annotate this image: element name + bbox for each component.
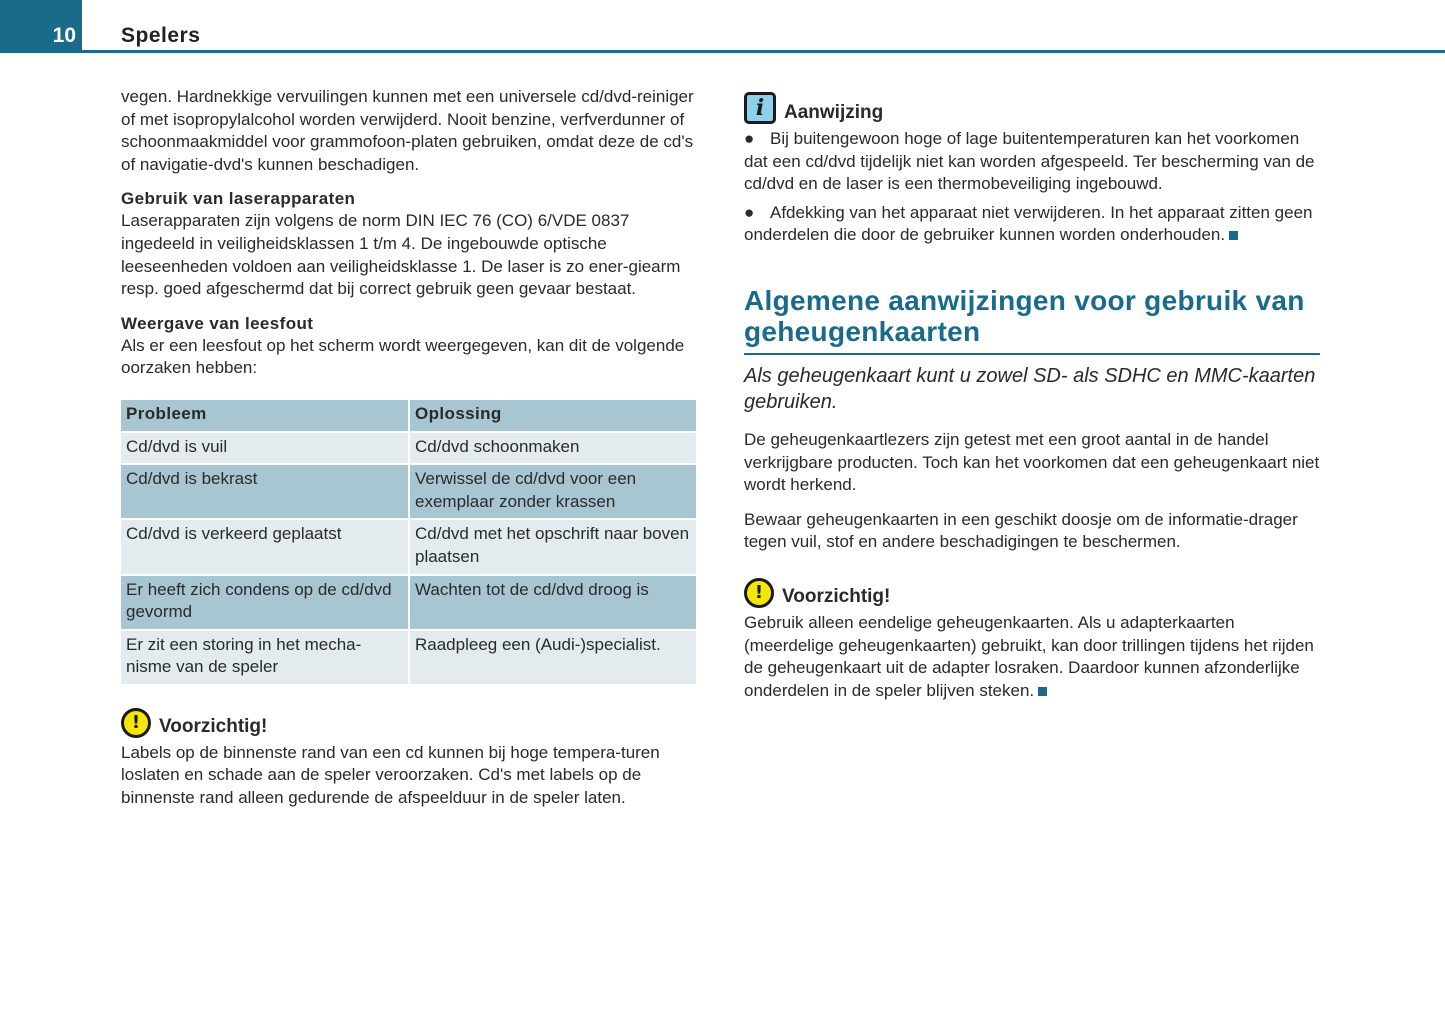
right-column <box>744 92 1320 702</box>
column-header-problem: Probleem <box>121 400 408 433</box>
table-row <box>121 576 696 631</box>
laser-section <box>121 188 696 300</box>
table-row <box>121 520 696 575</box>
warning-icon: ! <box>744 578 774 608</box>
page-number-tab <box>0 0 82 53</box>
column-header-solution: Oplossing <box>410 400 696 433</box>
section-lead: Als geheugenkaart kunt u zowel SD- als SDHC en MMC-kaarten gebruiken. <box>744 364 1316 413</box>
caution-header <box>121 708 696 738</box>
note-bullet-text: Bij buitengewoon hoge of lage buitentemperaturen kan het voorkomen dat een cd/dvd tijdelijk niet kan worden afgespeeld. Ter bescherming van de cd/dvd en de laser is een thermobeveiliging ingebouwd. <box>744 129 1315 194</box>
left-column <box>121 86 696 810</box>
solution-cell: Verwissel de cd/dvd voor een exemplaar zonder krassen <box>410 465 696 520</box>
caution-text-wrap <box>744 612 1320 702</box>
problem-cell: Cd/dvd is bekrast <box>121 465 408 520</box>
intro-paragraph: vegen. Hardnekkige vervuilingen kunnen met een universele cd/dvd-reiniger of met isopropylalcohol worden verwijderd. Nooit benzine, verfverdunner of schoonmaakmiddel voor grammofoon-platen gebruiken, omdat deze de cd's of navigatie-dvd's kunnen beschadigen. <box>121 87 694 174</box>
problem-cell: Er zit een storing in het mecha-nisme van de speler <box>121 631 408 686</box>
warning-icon: ! <box>121 708 151 738</box>
read-error-section <box>121 313 696 380</box>
caution-text: Gebruik alleen eendelige geheugenkaarten. Als u adapterkaarten (meerdelige geheugenkaarten) gebruikt, kan door trillingen tijdens het rijden de geheugenkaart uit de adapter losraken. Daardoor kunnen afzonderlijke onderdelen in de speler blijven steken. <box>744 612 1314 700</box>
section-paragraph-1: De geheugenkaartlezers zijn getest met een groot aantal in de handel verkrijgbare producten. Toch kan het voorkomen dat een geheugenkaart niet wordt herkend. <box>744 429 1320 495</box>
note-bullet-text: Afdekking van het apparaat niet verwijderen. In het apparaat zitten geen onderdelen die door de gebruiker kunnen worden onderhouden. <box>744 202 1313 245</box>
note-header <box>744 92 1320 124</box>
table-row <box>121 465 696 520</box>
note-box <box>744 92 1320 247</box>
troubleshooting-table <box>119 400 698 686</box>
note-title: Aanwijzing <box>784 102 884 123</box>
caution-box-memory <box>744 578 1320 702</box>
caution-header <box>744 578 1320 608</box>
solution-cell: Cd/dvd met het opschrift naar boven plaatsen <box>410 520 696 575</box>
header-rule <box>82 50 1445 53</box>
table-row <box>121 631 696 686</box>
memory-card-section <box>744 285 1320 554</box>
note-bullet <box>744 202 1320 247</box>
note-bullet <box>744 128 1320 196</box>
read-error-text: Als er een leesfout op het scherm wordt weergegeven, kan dit de volgende oorzaken hebben: <box>121 335 685 378</box>
bullet-icon: ● <box>744 202 755 222</box>
problem-cell: Cd/dvd is verkeerd geplaatst <box>121 520 408 575</box>
caution-title: Voorzichtig! <box>159 715 268 737</box>
solution-cell: Wachten tot de cd/dvd droog is <box>410 576 696 631</box>
page-number: 10 <box>52 24 76 47</box>
section-heading: Algemene aanwijzingen voor gebruik van geheugenkaarten <box>744 285 1320 355</box>
chapter-title: Spelers <box>121 24 201 47</box>
table-row <box>121 433 696 466</box>
info-icon: i <box>744 92 776 124</box>
problem-cell: Cd/dvd is vuil <box>121 433 408 466</box>
laser-heading: Gebruik van laserapparaten <box>121 189 356 209</box>
read-error-heading: Weergave van leesfout <box>121 313 314 333</box>
caution-title: Voorzichtig! <box>782 585 891 607</box>
caution-text: Labels op de binnenste rand van een cd kunnen bij hoge tempera-turen loslaten en schade aan de speler veroorzaken. Cd's met labels op de binnenste rand alleen gedurende de afspeelduur in de speler laten. <box>121 742 660 808</box>
section-paragraph-2: Bewaar geheugenkaarten in een geschikt doosje om de informatie-drager tegen vuil, stof en andere beschadigingen te beschermen. <box>744 509 1298 552</box>
caution-box-cd <box>121 708 696 810</box>
section-end-icon <box>1229 231 1238 240</box>
laser-text: Laserapparaten zijn volgens de norm DIN IEC 76 (CO) 6/VDE 0837 ingedeeld in veiligheidsklassen 1 t/m 4. De ingebouwde optische leeseenheden voldoen aan veiligheidsklasse 1. De laser is zo ener-giearm resp. goed afgeschermd dat bij correct gebruik geen gevaar bestaat. <box>121 211 681 299</box>
section-end-icon <box>1038 687 1047 696</box>
problem-cell: Er heeft zich condens op de cd/dvd gevormd <box>121 576 408 631</box>
solution-cell: Raadpleeg een (Audi-)specialist. <box>410 631 696 686</box>
bullet-icon: ● <box>744 129 755 148</box>
solution-cell: Cd/dvd schoonmaken <box>410 433 696 466</box>
